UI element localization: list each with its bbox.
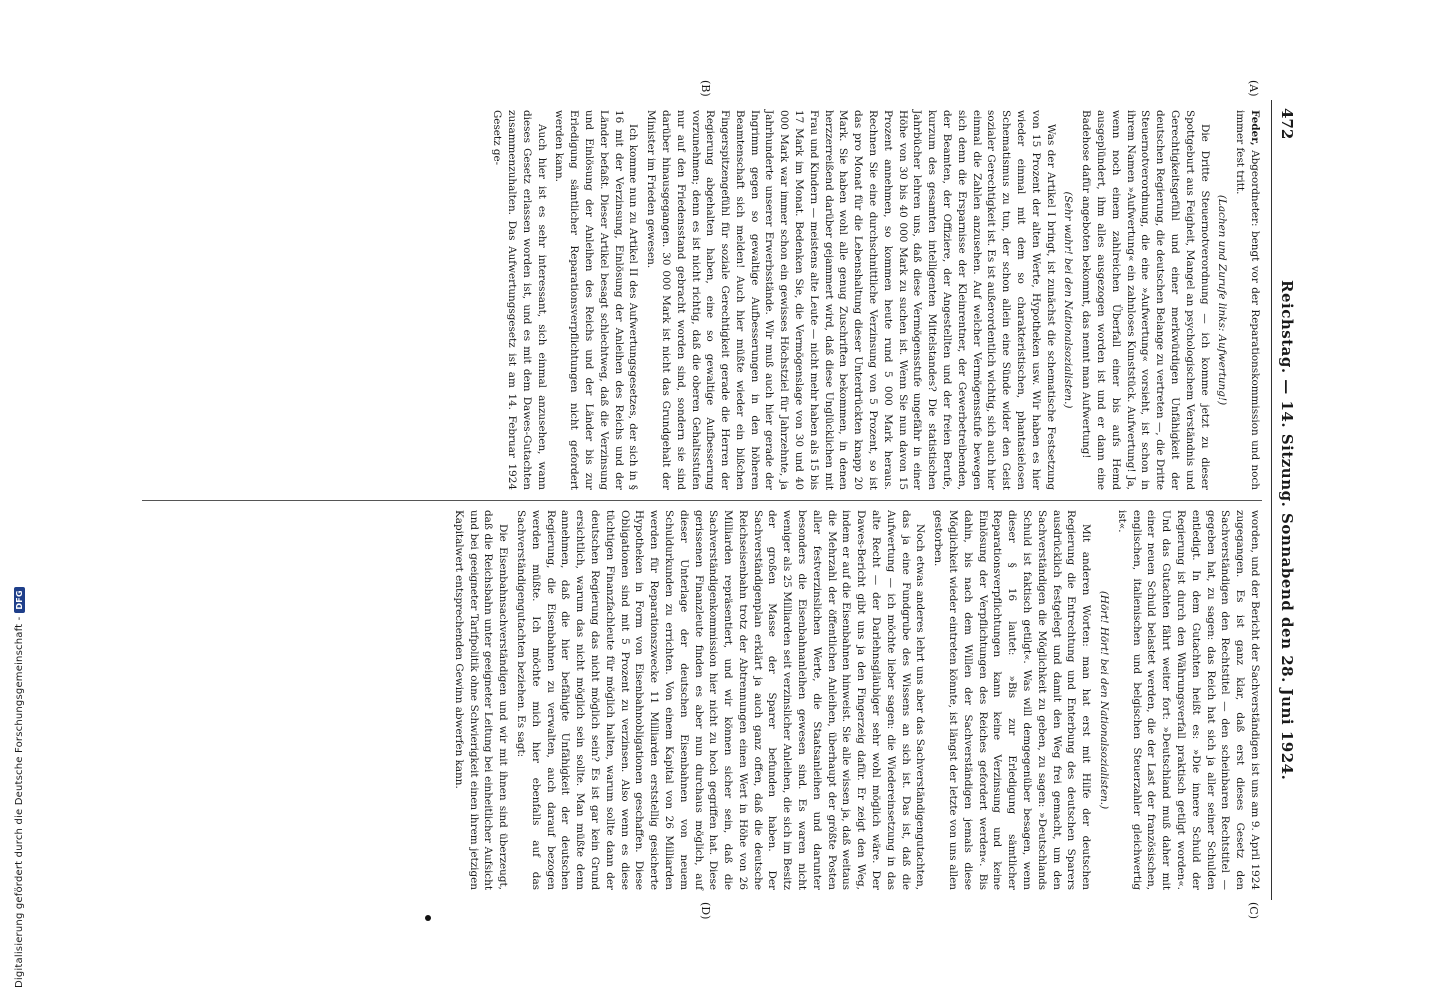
paragraph: Ich komme nun zu Artikel II des Aufwertungsgesetzes, der sich in § 16 mit der Verzinsung, Einlösung der Anleihen des Reichs und der Länder befaßt. Dieser Artikel besagt schlechtweg, daß die Verzinsung und Einlösung der Anleihen des Reichs und der Länder bis zur Erledigung sämtlicher Reparationsverpflichtungen nicht gefordert werden kann. [553,110,640,490]
paragraph: Was der Artikel I bringt, ist zunächst die schematische Festsetzung von 15 Prozent der alten Werte, Hypotheken usw. Wir haben es hier wieder einmal mit dem so charakteristischen, phantasielosen Schematismus zu tun, der schon allein eine Sünde wider den Geist sozialer Gerechtigkeit ist. Es ist außerordentlich wichtig, sich auch hier einmal die Zahlen anzusehen. Auf welcher Vermögensstufe bewegen sich denn die Ersparnisse der Kleinrentner, der Gewerbetreibenden, der Beamten, der Offiziere, der Angestellten und der freien Berufe, kurzum des gesamten intelligenten Mittelstandes? Die statistischen Jahrbücher lehren uns, daß diese Vermögensstufe ungefähr in einer Höhe von 30 bis 40 000 Mark zu suchen ist. Wenn Sie nun davon 15 Prozent annehmen, so kommen heute rund 5 000 Mark heraus. Rechnen Sie eine durchschnittliche Verzinsung von 5 Prozent, so ist das pro Monat für die Lebenshaltung dieser Unterdrückten knapp 20 Mark. Sie haben wohl alle genug Zuschriften bekommen, in denen herzzerreißend darüber gejammert wird, daß diese Unglücklichen mit Frau und Kindern — meistens alte Leute — nicht mehr haben als 15 bis 17 Mark im Monat. Bedenken Sie, die Vermögenslage von 30 und 40 000 Mark war immer schon ein gewisses Höchstziel für Jahrzehnte, ja Jahrhunderte unserer Erwerbsstände. Wir muß auch hier gerade der Ingrimm gegen so gewaltige Aufbesserungen in den höheren Beamtenschaft sich melden! Auch hier müßte wieder ein bißchen Fingerspitzengefühl für soziale Gerechtigkeit gerade die Herren der Regierung abgehalten haben, eine so gewaltige Aufbesserung vorzunehmen; denn es ist nicht richtig, daß die oberen Gehaltsstufen nur auf den Friedensstand gebracht worden sind, sondern sie sind darüber hinausgegangen. 30 000 Mark ist nicht das Grundgehalt der Minister im Frieden gewesen. [645,110,1057,490]
ink-dot [425,915,431,921]
interjection: (Hört! Hört! bei den Nationalsozialisten.) [1098,590,1111,810]
page-header [1272,100,1302,900]
paragraph: Die Eisenbahnsachverständigen und wir mit ihnen sind überzeugt, daß die Reichsbahn unter geeigneter Leitung bei einheitlicher Aufsicht und bei geeigneter Tarifpolitik ohne Schwierigkeit einen ihrem jetzigen Kapitalwert entsprechenden Gewinn abwerfen kann. [452,510,510,890]
digitization-credit [0,0,28,1000]
margin-mark-d: (D) [699,902,712,920]
dfg-logo-icon: DFG [14,587,25,612]
interjection: (Sehr wahr! bei den Nationalsozialisten.) [1062,191,1075,409]
paragraph: worden, und der Bericht der Sachverständigen ist uns am 9. April 1924 zugegangen. Es ist ganz klar, daß erst dieses Gesetz den Sachverständigen den Rechtstitel — den scheinbaren Rechtstitel — gegeben hat, zu sagen: das Reich hat sich ja aller seiner Schulden entledigt. In dem Gutachten heißt es: »Die innere Schuld der Regierung ist durch den Währungsverfall praktisch getilgt worden«. Und das Gutachten fährt weiter fort: »Deutschland muß daher mit einer neuen Schuld belastet werden, die der Last der französischen, englischen, italienischen und belgischen Steuerzahler gleichwertig ist«. [1115,510,1261,890]
credit-text: Digitalisierung gefördert durch die Deutsche Forschungsgemeinschaft - [14,616,25,988]
margin-mark-c: (C) [1247,902,1260,919]
document-page [102,80,1302,920]
header-rule [1271,100,1272,900]
speaker-name: Feder, [1249,110,1261,146]
right-column [448,510,1262,890]
page-number: 472 [1278,108,1296,140]
margin-mark-a: (A) [1247,80,1260,97]
paragraph: Mit anderen Worten: man hat erst mit Hilfe der deutschen Regierung die Entrechtung und Enterbung des deutschen Sparers ausdrücklich festgelegt und damit den Weg frei gemacht, um den Sachverständigen die Möglichkeit zu geben, zu sagen: »Deutschlands Schuld ist faktisch getilgt«. Was will demgegenüber besagen, wenn dieser § 16 lautet: »Bis zur Erledigung sämtlicher Reparationsverpflichtungen kann keine Verzinsung und keine Einlösung der Verpflichtungen des Reiches gefordert werden«. Bis dahin, bis nach dem Willen der Sachverständigen jemals diese Möglichkeit wieder eintreten könnte, ist längst der letzte von uns allen gestorben. [932,510,1093,890]
paragraph: bengt vor der Reparationskommission und noch immer fest tritt. [1234,110,1261,490]
speaker-line [1232,110,1262,490]
column-divider [142,500,1262,501]
left-column [486,110,1262,490]
interjection: (Lachen und Zurufe links: Aufwertung!) [1216,194,1229,406]
running-title: Reichstag. — 14. Sitzung. Sonnabend den 28. Juni 1924. [1278,280,1296,781]
speaker-role: Abgeordneter: [1249,150,1261,227]
paragraph: Auch hier ist es sehr interessant, sich einmal anzusehen, wann dieses Gesetz erlassen worden ist, und es mit dem Dawes-Gutachten zusammenzuhalten. Das Aufwertungsgesetz ist am 14. Februar 1924 Gesetz ge- [491,110,548,490]
paragraph: Noch etwas anderes lehrt uns aber das Sachverständigengutachten, das ja eine Fundgrube des Wissens an sich ist. Das ist, daß die Aufwertung — ich möchte lieber sagen: die Wiedereinsetzung in das alte Recht — der Darlehnsgläubiger sehr wohl möglich wäre. Der Dawes-Bericht gibt uns ja den Fingerzeig dafür. Er zeigt den Weg, indem er auf die Eisenbahnen hinweist. Sie alle wissen ja, daß weitaus die Mehrzahl der öffentlichen Anleihen, überhaupt der größte Posten aller festverzinslichen Werte, die Staatsanleihen und darunter besonders die Eisenbahnanleihen gewesen sind. Es waren nicht weniger als 25 Milliarden seit verzinslicher Anleihen, die sich im Besitz der großen Masse der Sparer befunden haben. Der Sachverständigenplan erklärt ja auch ganz offen, daß die deutsche Reichseisenbahn trotz der Abtrennungen einen Wert in Höhe von 26 Milliarden repräsentiert, und wir können sicher sein, daß die Sachverständigenkommission hier nicht zu hoch gegriffen hat. Diese gerissenen Finanzleute finden es aber nun durchaus möglich, auf dieser Unterlage der deutschen Eisenbahnen von neuem Schuldurkunden zu errichten. Von einem Kapital von 26 Milliarden werden für Reparationszwecke 11 Milliarden erststellig gesicherte Hypotheken in Form von Eisenbahnobligationen geschaffen. Diese Obligationen sind mit 5 Prozent zu verzinsen. Also wenn es diese tüchtigen Finanzfachleute für möglich halten, warum sollte dann der deutschen Regierung das nicht möglich sein? Es ist gar kein Grund ersichtlich, warum das nicht möglich sein sollte. Man müßte denn annehmen, daß die hier befähigte Unfähigkeit der deutschen Regierung, die Eisenbahnen zu verwalten, auch darauf bezogen werden müßte. Ich möchte mich hier ebenfalls auf das Sachverständigengutachten beziehen. Es sagt: [514,510,927,890]
paragraph: Die Dritte Steuernotverordnung — ich komme jetzt zu dieser Spottgeburt aus Feigheit, Mangel an psychologischem Verständnis und Gerechtigkeitsgefühl und einer merkwürdigen Unfähigkeit der deutschen Regierung, die deutschen Belange zu vertreten —, die Dritte Steuernotverordnung, die eine »Aufwertung« vorsieht, ist schon in ihrem Namen »Aufwertung« ein zahnloses Kunststück. Aufwertung! Ja, wenn noch einem zahlreichen Überfall einer bis aufs Hemd ausgeplündert, ihm alles ausgezogen worden ist und er dann eine Badehose dafür angeboten bekommt, das nennt man Aufwertung! [1080,110,1211,490]
margin-mark-b: (B) [699,80,712,97]
